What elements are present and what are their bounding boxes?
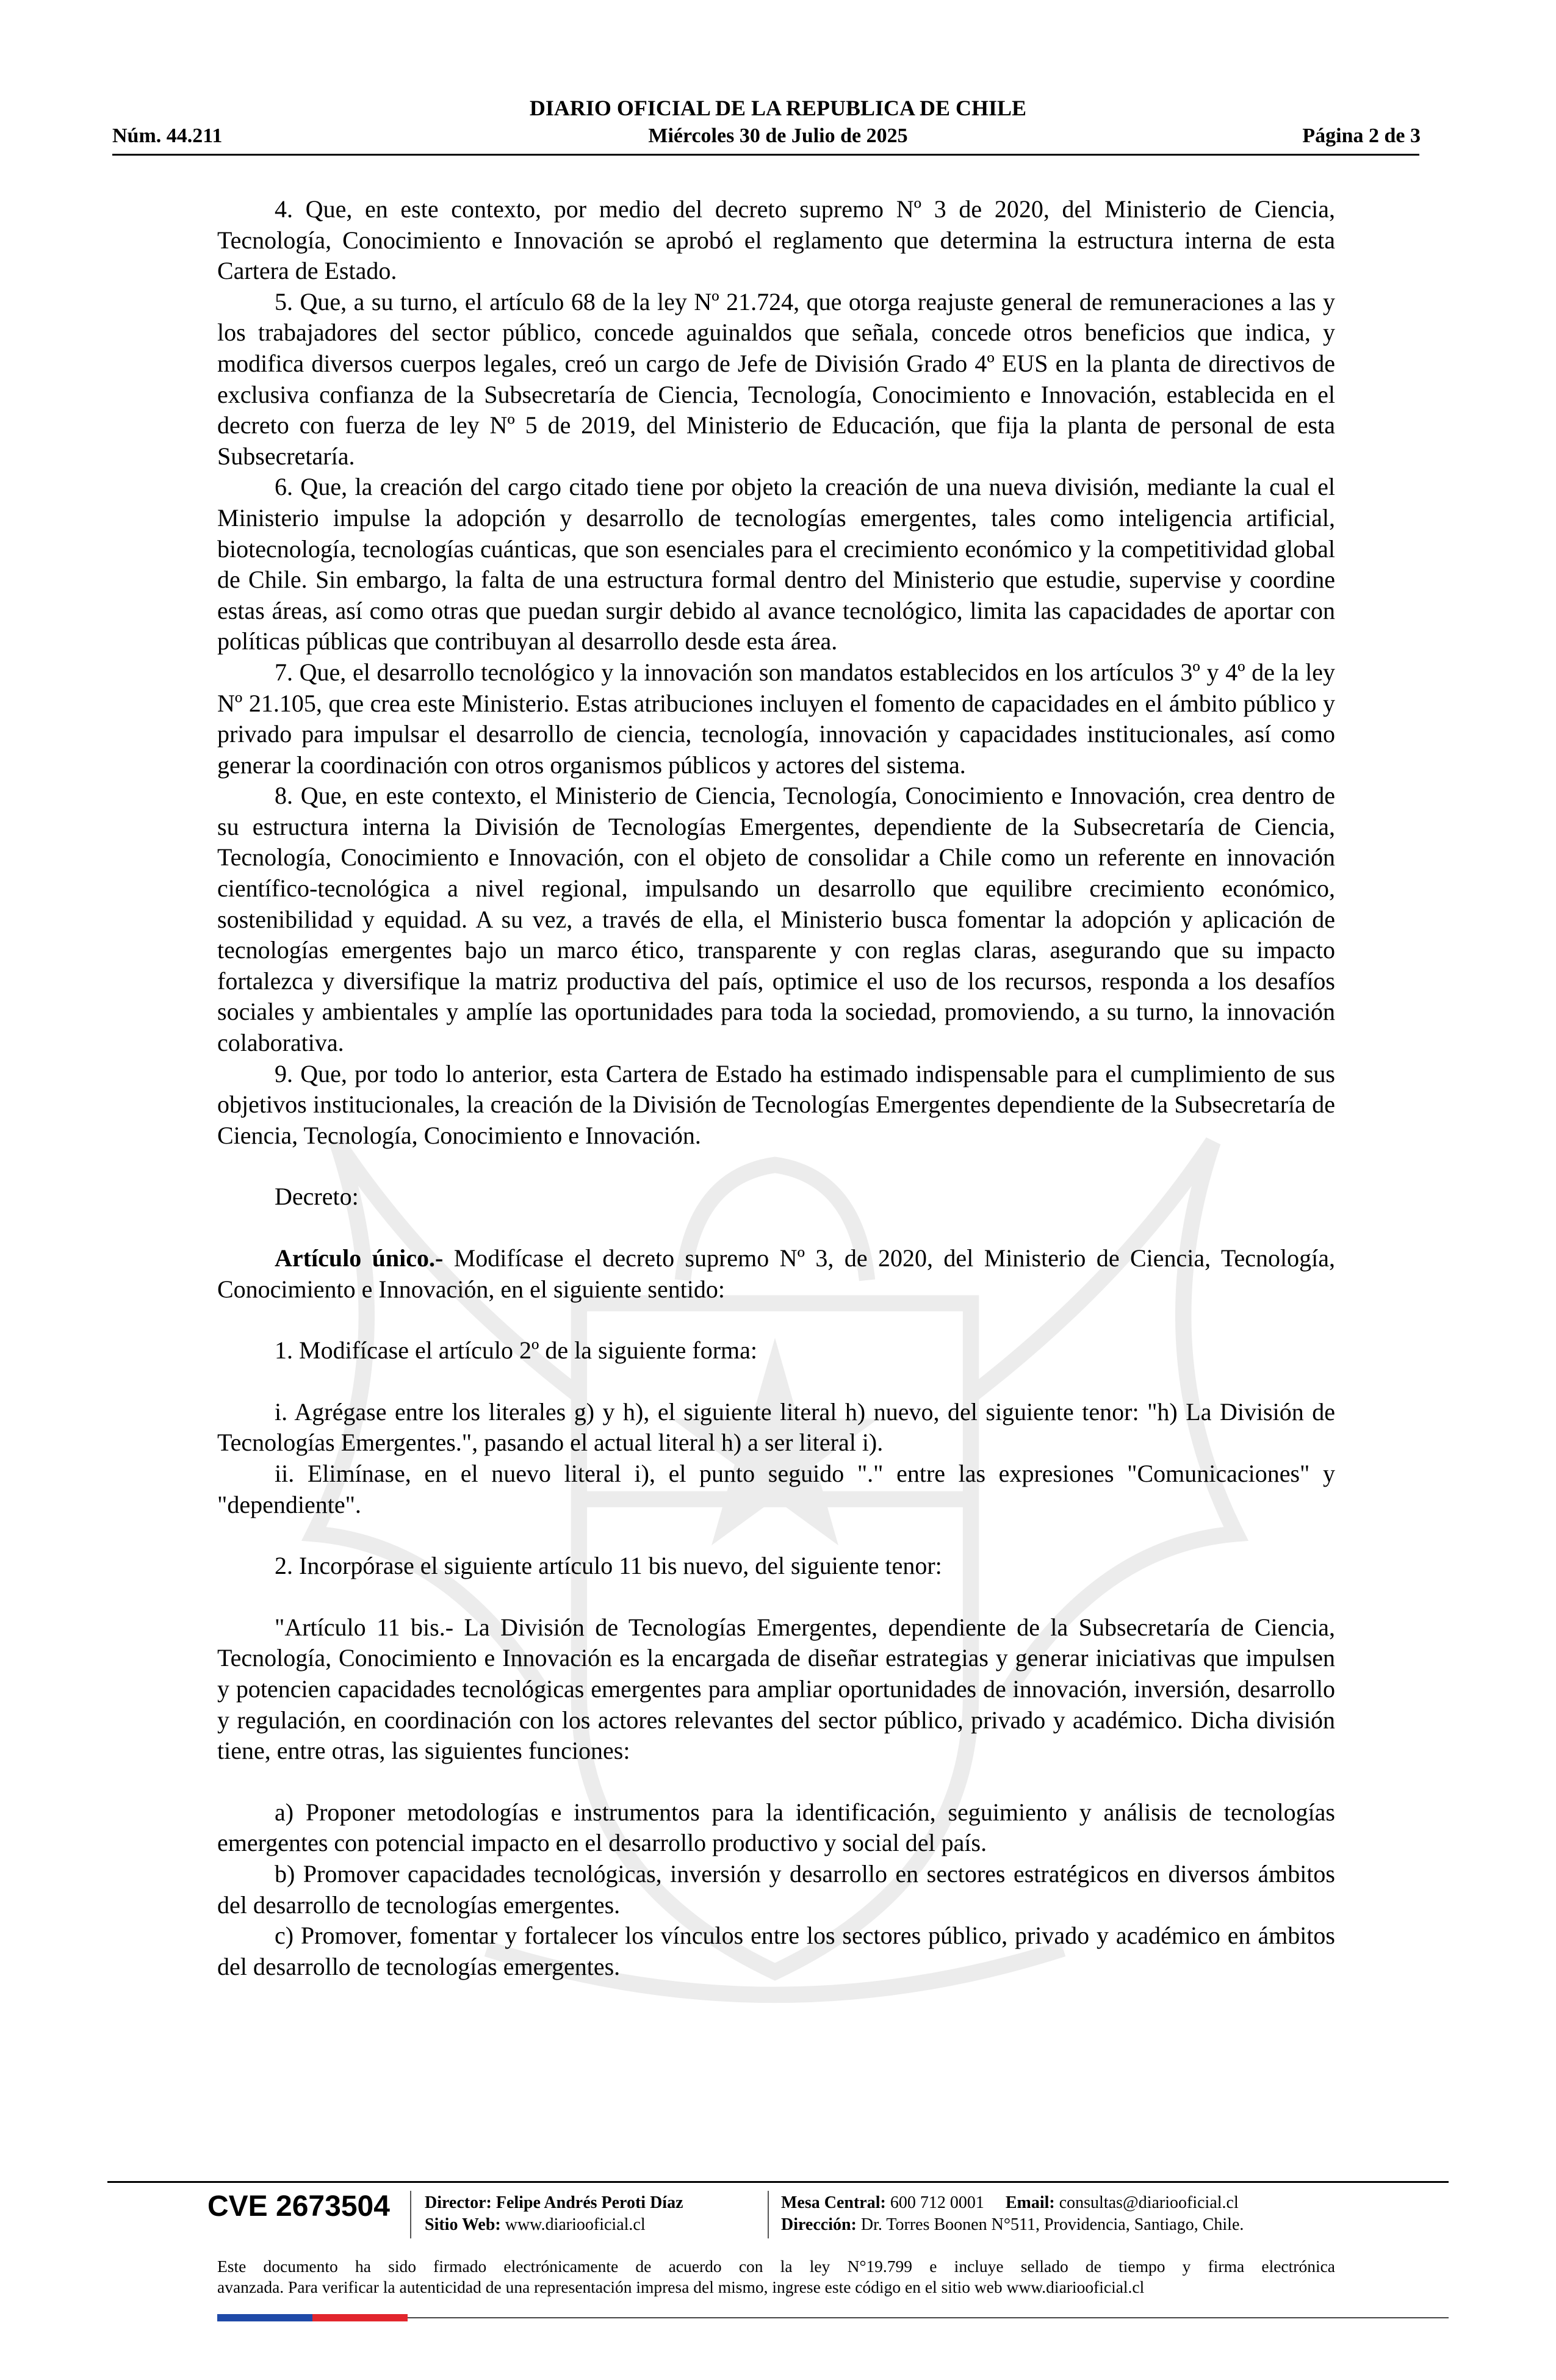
item-1: 1. Modifícase el artículo 2º de la siguiente forma: — [275, 1336, 758, 1365]
page-indicator: Página 2 de 3 — [1302, 124, 1421, 147]
note-line-2: avanzada. Para verificar la autenticidad de una representación impresa del mismo, ingrese este código en el sitio web www.diariooficial.cl — [217, 2277, 1145, 2296]
paragraph-8: 8. Que, en este contexto, el Ministerio de Ciencia, Tecnología, Conocimiento e Innovación, crea dentro de su estructura interna la División de Tecnologías Emergentes, dependiente de la Subsecretaría de Ciencia, Tecnología, Conocimiento e Innovación, con el objeto de consolidar a Chile como un referente en innovación científico-tecnológica a nivel regional, impulsando un desarrollo que equilibre crecimiento económico, sostenibilidad y equidad. A su vez, a través de ella, el Ministerio busca fomentar la adopción y aplicación de tecnologías emergentes bajo un marco ético, transparente y con reglas claras, asegurando que su impacto fortalezca y diversifique la matriz productiva del país, optimice el uso de los recursos, responda a los desafíos sociales y ambientales y amplíe las oportunidades para toda la sociedad, promoviendo, a su turno, la innovación colaborativa. — [217, 782, 1335, 1057]
item-1-i: i. Agrégase entre los literales g) y h), el siguiente literal h) nuevo, del siguiente tenor: "h) La División de Tecnologías Emergentes.", pasando el actual literal h) a ser literal i). — [217, 1397, 1335, 1457]
flag-blue-segment — [217, 2314, 312, 2321]
address-text: Dr. Torres Boonen N°511, Providencia, Santiago, Chile. — [860, 2215, 1244, 2234]
website-link[interactable]: www.diariooficial.cl — [505, 2215, 646, 2234]
footer-website — [425, 2215, 646, 2235]
director-label: Director: — [425, 2193, 492, 2212]
footer-address — [781, 2215, 1244, 2235]
director-name: Felipe Andrés Peroti Díaz — [495, 2193, 683, 2212]
cve-code: CVE 2673504 — [207, 2190, 390, 2223]
articulo-unico-text: Modifícase el decreto supremo Nº 3, de 2020, del Ministerio de Ciencia, Tecnología, Conocimiento e Innovación, en el siguiente sentido: — [217, 1244, 1335, 1303]
paragraph-9: 9. Que, por todo lo anterior, esta Cartera de Estado ha estimado indispensable para el cumplimiento de sus objetivos institucionales, la creación de la División de Tecnologías Emergentes dependiente de la Subsecretaría de Ciencia, Tecnología, Conocimiento e Innovación. — [217, 1059, 1335, 1149]
footer-separator — [768, 2191, 769, 2238]
decreto-heading: Decreto: — [275, 1183, 359, 1211]
footer-director — [425, 2193, 683, 2213]
paragraph-6: 6. Que, la creación del cargo citado tiene por objeto la creación de una nueva división, mediante la cual el Ministerio impulse la adopción y desarrollo de tecnologías emergentes, tales como inteligencia artificial, biotecnología, tecnologías cuánticas, que son esenciales para el crecimiento económico y la competitividad global de Chile. Sin embargo, la falta de una estructura formal dentro del Ministerio que estudie, supervise y coordine estas áreas, así como otras que puedan surgir debido al avance tecnológico, limita las capacidades de aportar con políticas públicas que contribuyan al desarrollo desde esta área. — [217, 473, 1335, 655]
paragraph-5: 5. Que, a su turno, el artículo 68 de la ley Nº 21.724, que otorga reajuste general de remuneraciones a las y los trabajadores del sector público, concede aguinaldos que señala, concede otros beneficios que indica, y modifica diversos cuerpos legales, creó un cargo de Jefe de División Grado 4º EUS en la planta de directivos de exclusiva confianza de la Subsecretaría de Ciencia, Tecnología, Conocimiento e Innovación, establecida en el decreto con fuerza de ley Nº 5 de 2019, del Ministerio de Educación, que fija la planta de personal de esta Subsecretaría. — [217, 287, 1335, 470]
website-label: Sitio Web: — [425, 2215, 501, 2234]
function-a: a) Proponer metodologías e instrumentos para la identificación, seguimiento y análisis de tecnologías emergentes con potencial impacto en el desarrollo productivo y social del país. — [217, 1798, 1335, 1857]
function-b: b) Promover capacidades tecnológicas, inversión y desarrollo en sectores estratégicos en diversos ámbitos del desarrollo de tecnologías emergentes. — [217, 1859, 1335, 1919]
paragraph-7: 7. Que, el desarrollo tecnológico y la innovación son mandatos establecidos en los artículos 3º y 4º de la ley Nº 21.105, que crea este Ministerio. Estas atribuciones incluyen el fomento de capacidades en el ámbito público y privado para impulsar el desarrollo de ciencia, tecnología, innovación y capacidades institucionales, así como generar la coordinación con otros organismos públicos y actores del sistema. — [217, 658, 1335, 779]
function-c: c) Promover, fomentar y fortalecer los vínculos entre los sectores público, privado y académico en ámbitos del desarrollo de tecnologías emergentes. — [217, 1922, 1335, 1980]
footer-contact — [781, 2193, 1239, 2213]
electronic-signature-note — [217, 2256, 1335, 2298]
footer-bottom-rule — [408, 2317, 1449, 2318]
flag-red-segment — [312, 2314, 408, 2321]
item-1-ii: ii. Elimínase, en el nuevo literal i), el punto seguido "." entre las expresiones "Comunicaciones" y "dependiente". — [217, 1459, 1335, 1518]
articulo-11-bis: "Artículo 11 bis.- La División de Tecnologías Emergentes, dependiente de la Subsecretaría de Ciencia, Tecnología, Conocimiento e Innovación es la encargada de diseñar estrategias y generar iniciativas que impulsen y potencien capacidades tecnológicas emergentes para ampliar oportunidades de innovación, inversión, desarrollo y regulación, en coordinación con los actores relevantes del sector público, privado y académico. Dicha división tiene, entre otras, las siguientes funciones: — [217, 1613, 1335, 1765]
paragraph-4: 4. Que, en este contexto, por medio del decreto supremo Nº 3 de 2020, del Ministerio de Ciencia, Tecnología, Conocimiento e Innovación se aprobó el reglamento que determina la estructura interna de esta Cartera de Estado. — [217, 195, 1335, 285]
email-label: Email: — [1005, 2193, 1055, 2212]
articulo-unico-label: Artículo único.- — [275, 1244, 444, 1272]
email-address[interactable]: consultas@diariooficial.cl — [1059, 2193, 1239, 2212]
mesa-phone: 600 712 0001 — [890, 2193, 984, 2212]
item-2: 2. Incorpórase el siguiente artículo 11 bis nuevo, del siguiente tenor: — [275, 1552, 942, 1580]
mesa-label: Mesa Central: — [781, 2193, 886, 2212]
issue-number: Núm. 44.211 — [112, 124, 223, 147]
footer-separator — [410, 2191, 411, 2238]
articulo-unico — [217, 1243, 1335, 1305]
flag-color-bar — [217, 2314, 408, 2321]
note-line-1: Este documento ha sido firmado electrónicamente de acuerdo con la ley N°19.799 e incluye sellado de tiempo y firma electrónica — [217, 2257, 1335, 2276]
address-label: Dirección: — [781, 2215, 857, 2234]
document-body — [217, 194, 1335, 1982]
header-divider — [112, 154, 1419, 156]
issue-date: Miércoles 30 de Julio de 2025 — [648, 124, 908, 147]
newspaper-title: DIARIO OFICIAL DE LA REPUBLICA DE CHILE — [529, 96, 1027, 120]
footer-divider — [107, 2181, 1449, 2183]
